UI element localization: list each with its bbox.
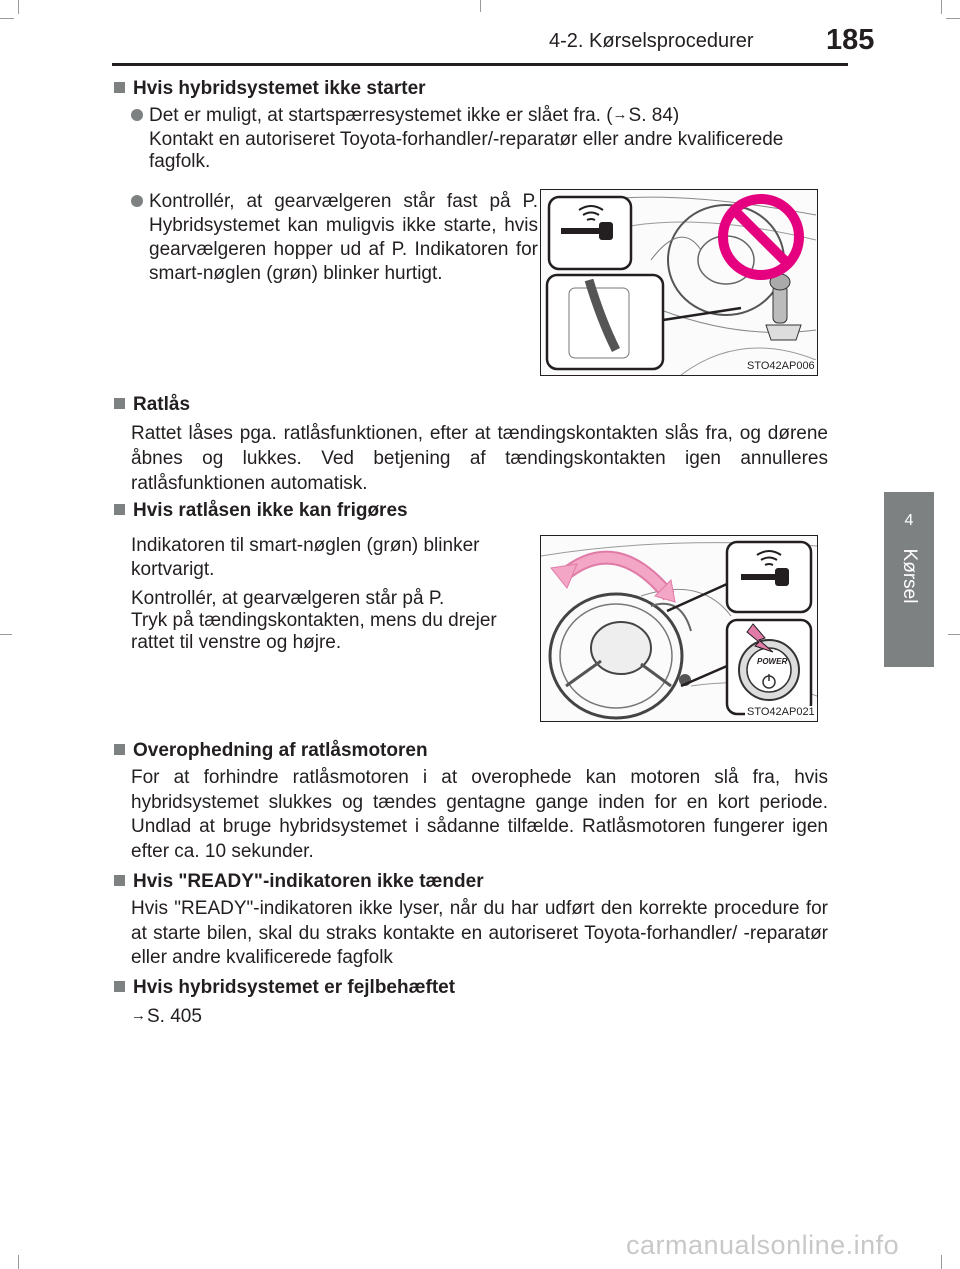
- arrow-right-icon: →: [612, 106, 628, 123]
- figure-code: STO42AP006: [747, 360, 815, 372]
- crop-mark: [941, 1255, 942, 1269]
- section-title: 4-2. Kørselsprocedurer: [549, 30, 754, 52]
- round-bullet-icon: [131, 195, 143, 207]
- arrow-right-icon: →: [131, 1007, 146, 1024]
- crop-mark: [18, 1255, 19, 1269]
- bullet-item: Kontrollér, at gearvælgeren står fast på P. Hybridsystemet kan muligvis ikke starte, hvis gearvælgeren hopper ud af P. Indikatoren for smart-nøglen (grøn) blinker hurtigt.: [131, 190, 538, 286]
- section-body: Hvis "READY"-indikatoren ikke lyser, når du har udført den korrekte procedure for at starte bilen, skal du straks kontakte en autoriseret Toyota-forhandler/ -reparatør eller andre kvalificerede fagfolk: [131, 898, 828, 968]
- section-body: Kontrollér, at gearvælgeren står på P. Tryk på tændingskontakten, mens du drejer rattet til venstre og højre.: [131, 588, 497, 653]
- chapter-label: Kørsel: [899, 548, 920, 604]
- chapter-number: 4: [904, 512, 914, 529]
- section-heading: Hvis hybridsystemet er fejlbehæftet: [114, 977, 455, 999]
- section-heading: Overophedning af ratlåsmotoren: [114, 740, 428, 762]
- watermark: carmanualsonline.info: [626, 1230, 900, 1260]
- square-bullet-icon: [114, 82, 125, 93]
- section-heading: Hvis hybridsystemet ikke starter: [114, 78, 426, 100]
- section-body: For at forhindre ratlåsmotoren i at overophede kan motoren slå fra, hvis hybridsystemet slukkes og tændes gentagne gange inden for en kort periode. Undlad at bruge hybridsystemet i sådanne tilfælde. Ratlåsmotoren fungerer igen efter ca. 10 sekunder.: [131, 767, 828, 862]
- power-button-label: POWER: [757, 657, 788, 666]
- section-heading: Ratlås: [114, 394, 190, 416]
- gear-selector-illustration: [541, 190, 817, 375]
- section-body: Indikatoren til smart-nøglen (grøn) blinker kortvarigt.: [131, 535, 480, 580]
- bullet-item: Det er muligt, at startspærresystemet ikke er slået fra. (→S. 84): [131, 104, 828, 127]
- square-bullet-icon: [114, 744, 125, 755]
- section-heading: Hvis "READY"-indikatoren ikke tænder: [114, 871, 484, 893]
- crop-mark: [0, 18, 14, 19]
- steering-wheel-illustration: [541, 536, 817, 721]
- page-reference: [131, 1005, 202, 1028]
- figure-steering-wheel: [540, 535, 818, 722]
- crop-mark: [941, 0, 942, 14]
- crop-mark: [18, 0, 19, 14]
- square-bullet-icon: [114, 398, 125, 409]
- figure-code: STO42AP021: [747, 706, 815, 718]
- square-bullet-icon: [114, 875, 125, 886]
- page-reference-link[interactable]: S. 84): [628, 105, 680, 126]
- header-rule: [112, 63, 848, 66]
- round-bullet-icon: [131, 109, 143, 121]
- crop-mark: [948, 634, 960, 635]
- figure-gear-selector: [540, 189, 818, 376]
- bullet-continuation: Kontakt en autoriseret Toyota-forhandler/-reparatør eller andre kvalificerede fagfolk.: [149, 129, 784, 172]
- crop-mark: [946, 18, 960, 19]
- square-bullet-icon: [114, 504, 125, 515]
- crop-mark: [0, 634, 12, 635]
- crop-mark: [480, 0, 481, 12]
- square-bullet-icon: [114, 981, 125, 992]
- section-heading: Hvis ratlåsen ikke kan frigøres: [114, 500, 408, 522]
- page-reference-link[interactable]: S. 405: [147, 1006, 202, 1027]
- section-body: Rattet låses pga. ratlåsfunktionen, efter at tændingskontakten slås fra, og dørene åbnes og lukkes. Ved betjening af tændingskontakten igen annulleres ratlåsfunktionen automatisk.: [131, 423, 828, 494]
- page-number: 185: [826, 24, 875, 56]
